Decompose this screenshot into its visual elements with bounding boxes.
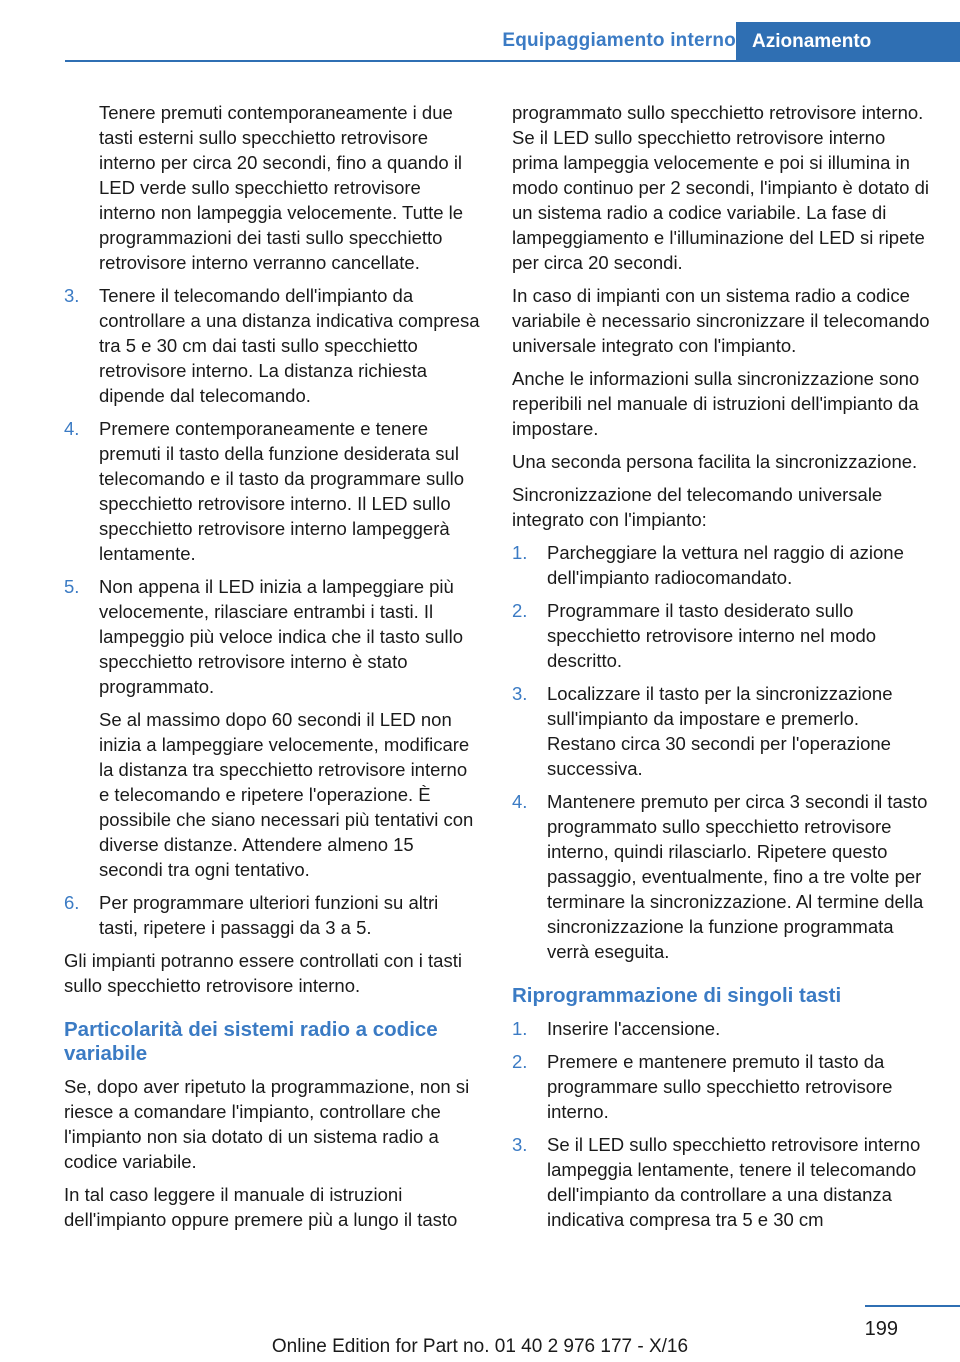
sync-steps-list	[512, 540, 930, 964]
step-number: 4.	[64, 418, 80, 439]
header-chapter-tab: Azionamento	[736, 22, 960, 62]
step-text: Localizzare il tasto per la sincronizzazione sull'impianto da impostare e premerlo. Restano circa 30 secondi per l'operazione successiva.	[547, 683, 893, 779]
step-number: 3.	[64, 285, 80, 306]
step-text: Se al massimo dopo 60 secondi il LED non inizia a lampeggiare velocemente, modificare la distanza tra specchietto retrovisore interno e telecomando e ripetere l'operazione. È possibile che siano necessari più tentativi con diverse distanze. Attendere almeno 15 secondi tra ogni tentativo.	[99, 709, 474, 880]
body-paragraph: Anche le informazioni sulla sincronizzazione sono reperibili nel manuale di istruzioni dell'impianto da impostare.	[512, 368, 920, 439]
after-steps-paragraph: Gli impianti potranno essere controllati con i tasti sullo specchietto retrovisore interno.	[64, 950, 462, 996]
page-header	[0, 0, 960, 62]
intro-paragraph: Tenere premuti contemporaneamente i due tasti esterni sullo specchietto retrovisore interno per circa 20 secondi, fino a quando il LED verde sullo specchietto retrovisore interno non lampeggia velocemente. Tutte le programmazioni dei tasti sullo specchietto retrovisore interno verranno cancellate.	[99, 102, 464, 273]
step-number: 3.	[512, 1134, 528, 1155]
list-item	[64, 574, 482, 882]
body-paragraph: Una seconda persona facilita la sincronizzazione.	[512, 451, 918, 472]
step-number: 6.	[64, 892, 80, 913]
step-text: Programmare il tasto desiderato sullo specchietto retrovisore interno nel modo descritto.	[547, 600, 877, 671]
header-section-title: Equipaggiamento interno	[502, 30, 736, 51]
body-paragraph: In caso di impianti con un sistema radio a codice variabile è necessario sincronizzare il telecomando universale integrato con l'impianto.	[512, 285, 930, 356]
list-item	[64, 283, 482, 408]
header-divider	[65, 60, 960, 62]
step-number: 1.	[512, 542, 528, 563]
step-number: 1.	[512, 1018, 528, 1039]
list-item	[64, 416, 482, 566]
list-item	[512, 1132, 930, 1232]
step-text: Premere e mantenere premuto il tasto da programmare sullo specchietto retrovisore interno.	[547, 1051, 893, 1122]
list-item	[512, 789, 930, 964]
step-text: Inserire l'accensione.	[547, 1018, 721, 1039]
step-number: 2.	[512, 600, 528, 621]
step-number: 2.	[512, 1051, 528, 1072]
list-item	[512, 598, 930, 673]
list-item	[512, 1049, 930, 1124]
step-text: Parcheggiare la vettura nel raggio di azione dell'impianto radiocomandato.	[547, 542, 904, 588]
section-heading: Particolarità dei sistemi radio a codice variabile	[64, 1018, 438, 1065]
body-paragraph: programmato sullo specchietto retrovisore interno. Se il LED sullo specchietto retrovisore interno prima lampeggia velocemente e poi si illumina in modo continuo per 2 secondi, l'impianto è dotato di un sistema radio a codice variabile. La fase di lampeggiamento e l'illuminazione del LED si ripete per circa 20 secondi.	[512, 102, 929, 273]
list-item	[512, 1016, 930, 1041]
step-number: 5.	[64, 576, 80, 597]
edition-footer: Online Edition for Part no. 01 40 2 976 177 - X/16	[271, 1336, 689, 1357]
body-paragraph: Sincronizzazione del telecomando universale integrato con l'impianto:	[512, 484, 883, 530]
left-column	[64, 100, 482, 1240]
list-item	[512, 540, 930, 590]
footer-divider	[865, 1305, 960, 1307]
step-text: Mantenere premuto per circa 3 secondi il tasto programmato sullo specchietto retrovisore interno, quindi rilasciarlo. Ripetere questo passaggio, eventualmente, fino a tre volte per terminare la sincronizzazione. Al termine della sincronizzazione la funzione programmata verrà eseguita.	[547, 791, 928, 962]
list-item	[512, 681, 930, 781]
step-number: 4.	[512, 791, 528, 812]
body-paragraph: In tal caso leggere il manuale di istruzioni dell'impianto oppure premere più a lungo il tasto	[64, 1184, 458, 1230]
right-column	[512, 100, 930, 1240]
reprogramming-steps-list	[512, 1016, 930, 1232]
section-heading: Riprogrammazione di singoli tasti	[512, 984, 842, 1007]
step-number: 3.	[512, 683, 528, 704]
step-text: Premere contemporaneamente e tenere premuti il tasto della funzione desiderata sul telecomando e il tasto da programmare sullo specchietto retrovisore interno. Il LED sullo specchietto retrovisore interno lampeggerà lentamente.	[99, 418, 465, 564]
step-text: Non appena il LED inizia a lampeggiare più velocemente, rilasciare entrambi i tasti. Il lampeggio più veloce indica che il tasto sullo specchietto retrovisore interno è stato programmato.	[99, 576, 464, 697]
page-number: 199	[864, 1318, 898, 1340]
body-paragraph: Se, dopo aver ripetuto la programmazione, non si riesce a comandare l'impianto, controllare che l'impianto non sia dotato di un sistema radio a codice variabile.	[64, 1076, 470, 1172]
programming-steps-list	[64, 283, 482, 940]
step-text: Per programmare ulteriori funzioni su altri tasti, ripetere i passaggi da 3 a 5.	[99, 892, 439, 938]
step-text: Tenere il telecomando dell'impianto da controllare a una distanza indicativa compresa tra 5 e 30 cm dai tasti sullo specchietto retrovisore interno. La distanza richiesta dipende dal telecomando.	[99, 285, 480, 406]
step-text: Se il LED sullo specchietto retrovisore interno lampeggia lentamente, tenere il telecomando dell'impianto da controllare a una distanza indicativa compresa tra 5 e 30 cm	[547, 1134, 921, 1230]
list-item	[64, 890, 482, 940]
